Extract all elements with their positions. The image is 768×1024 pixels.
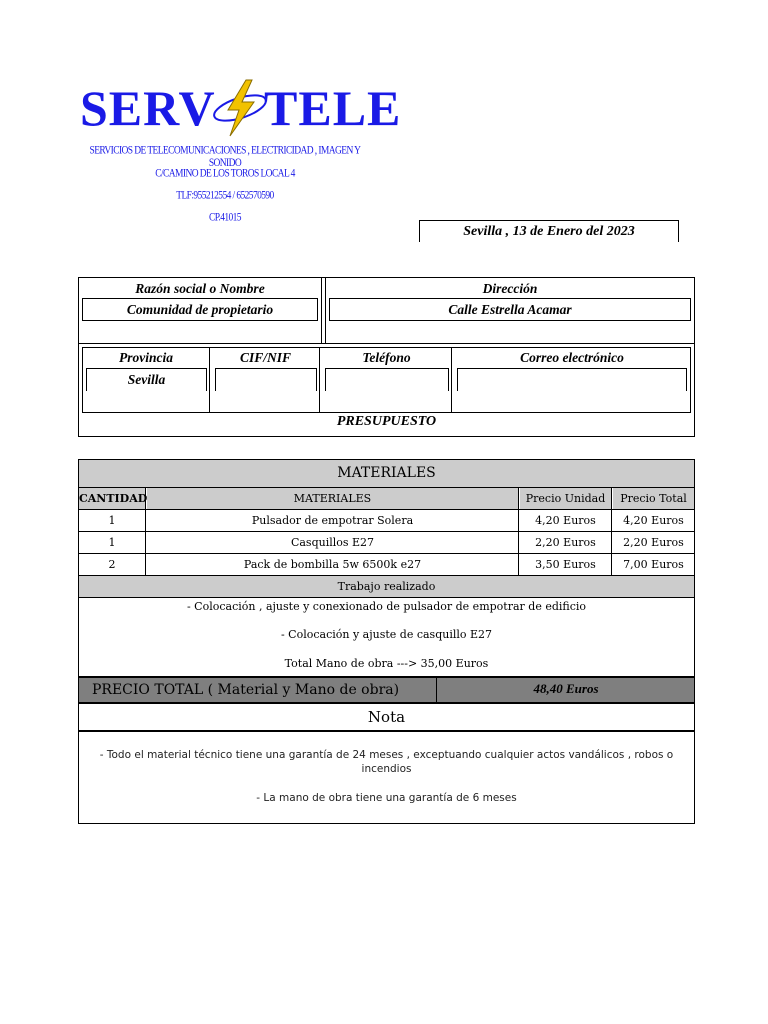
direccion-section [325, 278, 694, 343]
correo-cell [454, 348, 690, 412]
company-address-line: C/CAMINO DE LOS TOROS LOCAL 4 [155, 167, 295, 181]
row-unit-price: 4,20 Euros [520, 510, 612, 531]
document-date: Sevilla , 13 de Enero del 2023 [463, 224, 635, 239]
correo-field [457, 368, 687, 391]
work-line: - Colocación y ajuste de casquillo E27 [280, 628, 493, 641]
note-line: - Todo el material técnico tiene una garantía de 24 meses , exceptuando cualquier actos vandálicos , robos o incendios [99, 749, 674, 775]
notes-header [79, 704, 694, 732]
table-row [79, 532, 694, 554]
row-qty: 1 [79, 532, 146, 553]
provincia-label: Provincia [119, 350, 173, 365]
row-unit-price: 3,50 Euros [520, 554, 612, 575]
telefono-cell [322, 348, 452, 412]
telefono-label: Teléfono [362, 350, 411, 365]
row-total-price: 4,20 Euros [623, 514, 684, 527]
cif-label: CIF/NIF [239, 350, 292, 365]
row-item: Pulsador de empotrar Solera [147, 510, 519, 531]
column-header-precio-total: Precio Total [613, 488, 694, 509]
work-description [79, 598, 694, 676]
cif-cell [212, 348, 320, 412]
razon-social-section [79, 278, 322, 343]
contact-details-row [82, 347, 691, 413]
direccion-value: Calle Estrella Acamar [448, 302, 572, 317]
company-postal-line: CP.41015 [209, 211, 241, 225]
column-header-materiales: MATERIALES [147, 488, 519, 509]
materials-column-header-row [79, 488, 694, 510]
razon-social-value: Comunidad de propietario [126, 302, 274, 317]
lightning-bolt-icon [210, 78, 270, 138]
direccion-label: Dirección [482, 281, 538, 296]
grand-total-row [79, 676, 694, 704]
row-unit-price: 2,20 Euros [520, 532, 612, 553]
notes-title: Nota [367, 708, 406, 726]
cif-field [215, 368, 317, 391]
grand-total-label: PRECIO TOTAL ( Material y Mano de obra) [79, 678, 437, 702]
telefono-field [325, 368, 449, 391]
razon-social-field [82, 298, 318, 321]
note-line: - La mano de obra tiene una garantía de 6 meses [256, 792, 517, 804]
row-item: Pack de bombilla 5w 6500k e27 [147, 554, 519, 575]
logo-text-right: TELE [264, 80, 402, 136]
row-qty: 2 [79, 554, 146, 575]
labor-total: Total Mano de obra ---> 35,00 Euros [284, 657, 489, 670]
divider [79, 343, 694, 344]
provincia-cell [83, 348, 210, 412]
column-header-cantidad: CANTIDAD [79, 488, 146, 509]
table-row [79, 510, 694, 532]
row-total-price: 2,20 Euros [623, 536, 684, 549]
notes-body [95, 748, 678, 805]
provincia-value: Sevilla [127, 372, 166, 387]
column-header-precio-unidad: Precio Unidad [520, 488, 612, 509]
materials-table [78, 459, 695, 824]
date-box [419, 220, 679, 242]
materials-section-title: MATERIALES [337, 465, 436, 481]
work-section-header [79, 576, 694, 598]
work-section-title: Trabajo realizado [337, 580, 436, 593]
logo-text-left: SERV [80, 80, 216, 136]
company-logo [80, 78, 410, 138]
client-info-block [78, 277, 695, 437]
correo-label: Correo electrónico [520, 350, 624, 365]
row-item: Casquillos E27 [147, 532, 519, 553]
materials-section-header [79, 460, 694, 488]
company-phone-line: TLF:955212554 / 652570590 [176, 189, 274, 203]
row-total-price: 7,00 Euros [623, 558, 684, 571]
row-qty: 1 [79, 510, 146, 531]
company-services-line: SERVICIOS DE TELECOMUNICACIONES , ELECTRICIDAD , IMAGEN Y SONIDO [89, 144, 361, 170]
table-row [79, 554, 694, 576]
grand-total-value: 48,40 Euros [533, 681, 599, 696]
razon-social-label: Razón social o Nombre [135, 281, 265, 296]
provincia-field [86, 368, 207, 391]
direccion-field [329, 298, 691, 321]
document-type-title: PRESUPUESTO [336, 414, 437, 429]
work-line: - Colocación , ajuste y conexionado de pulsador de empotrar de edificio [186, 600, 587, 613]
